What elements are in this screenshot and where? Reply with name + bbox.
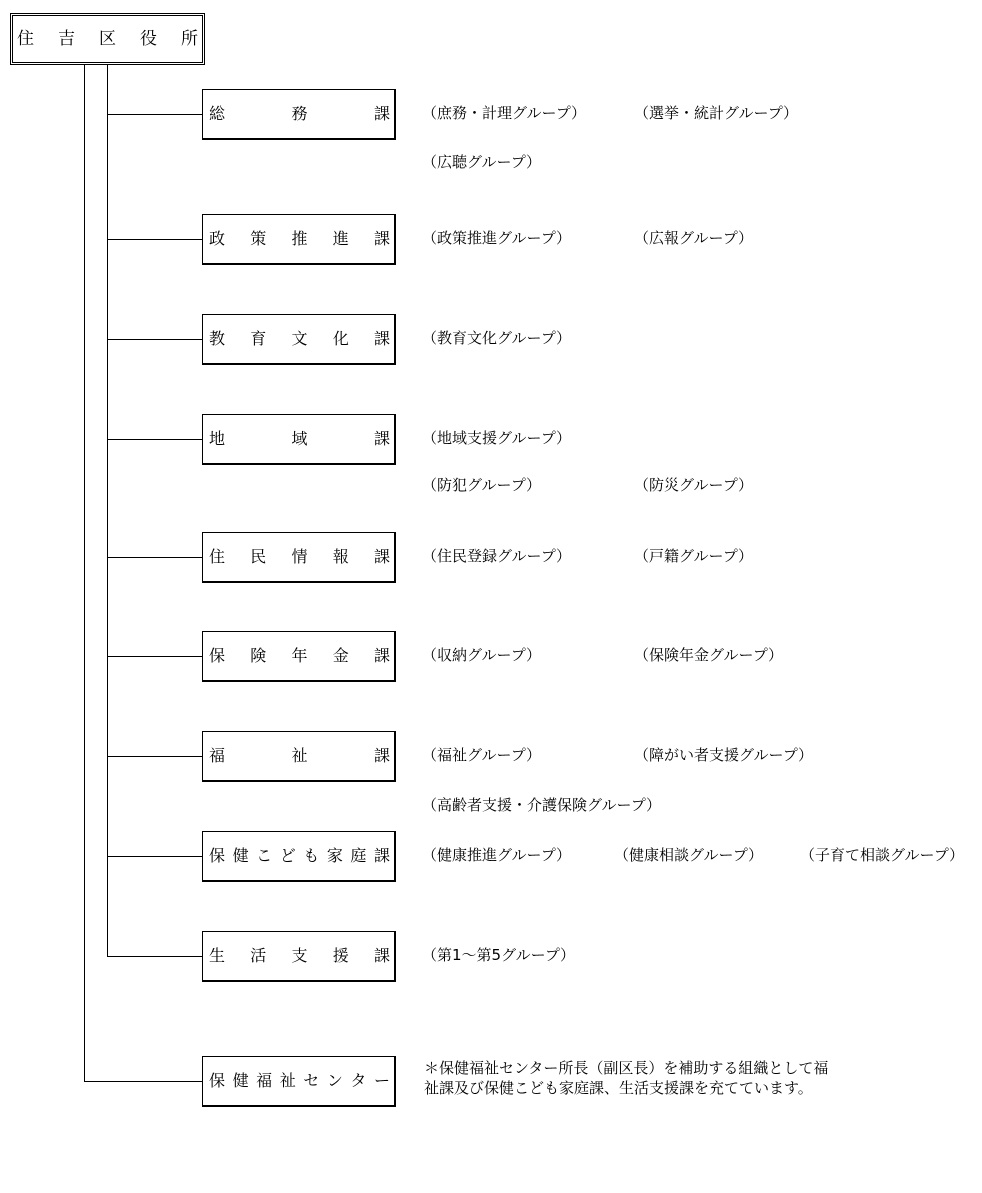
dept-name (209, 549, 390, 565)
dept-char: 推 (291, 229, 308, 248)
dept-char: 政 (209, 229, 226, 248)
dept-char: 課 (373, 646, 390, 665)
branch-line-dept-2 (107, 239, 202, 240)
dept-char: 課 (373, 746, 390, 765)
dept-char: 務 (291, 104, 308, 123)
dept-name (209, 331, 390, 347)
dept-box-general-affairs (202, 89, 396, 140)
dept-char: 教 (209, 329, 226, 348)
dept-char: 保 (209, 846, 226, 865)
dept-char: 課 (373, 329, 390, 348)
dept-char: 生 (209, 946, 226, 965)
dept-box-insurance-pension (202, 631, 396, 682)
group-label: （教育文化グループ） (422, 329, 571, 347)
dept-name (209, 948, 390, 964)
dept-char: 地 (209, 429, 226, 448)
dept-char: 課 (373, 104, 390, 123)
group-label: （健康相談グループ） (614, 846, 763, 864)
group-label: （広報グループ） (634, 229, 753, 247)
dept-char: 保 (209, 646, 226, 665)
dept-box-education-culture (202, 314, 396, 365)
center-char: 福 (256, 1071, 273, 1090)
dept-name (209, 748, 390, 764)
center-box-health-welfare (202, 1056, 396, 1107)
root-char: 住 (17, 28, 34, 49)
dept-char: 文 (291, 329, 308, 348)
dept-name (209, 231, 390, 247)
group-label: （政策推進グループ） (422, 229, 571, 247)
dept-char: も (303, 846, 320, 865)
dept-name (209, 648, 390, 664)
dept-name (209, 848, 390, 864)
dept-char: 援 (332, 946, 349, 965)
dept-char: 祉 (291, 746, 308, 765)
center-name (209, 1073, 390, 1089)
group-label: （防犯グループ） (422, 476, 541, 494)
root-char: 所 (181, 28, 198, 49)
group-label: （選挙・統計グループ） (634, 104, 798, 122)
dept-char: 総 (209, 104, 226, 123)
root-office-box (10, 13, 205, 65)
dept-box-livelihood-support (202, 931, 396, 982)
dept-char: 課 (373, 229, 390, 248)
dept-char: 金 (332, 646, 349, 665)
branch-line-dept-1 (107, 114, 202, 115)
group-label: （健康推進グループ） (422, 846, 571, 864)
root-char: 吉 (58, 28, 75, 49)
branch-line-dept-3 (107, 339, 202, 340)
dept-char: 庭 (350, 846, 367, 865)
dept-char: 進 (332, 229, 349, 248)
dept-char: 課 (373, 946, 390, 965)
center-char: ー (373, 1071, 390, 1090)
dept-char: こ (256, 846, 273, 865)
dept-char: 策 (250, 229, 267, 248)
dept-name (209, 431, 390, 447)
group-label: （保険年金グループ） (634, 646, 783, 664)
dept-box-resident-info (202, 532, 396, 583)
dept-char: 家 (326, 846, 343, 865)
group-label: （福祉グループ） (422, 746, 541, 764)
dept-char: 険 (250, 646, 267, 665)
dept-box-community (202, 414, 396, 465)
root-char: 区 (99, 28, 116, 49)
group-label: （第1～第5グループ） (422, 946, 576, 964)
dept-box-health-children-family (202, 831, 396, 882)
branch-line-dept-8 (107, 856, 202, 857)
dept-char: ど (279, 846, 296, 865)
dept-char: 化 (332, 329, 349, 348)
group-label: （広聴グループ） (422, 153, 541, 171)
dept-char: 活 (250, 946, 267, 965)
group-label: （地域支援グループ） (422, 429, 571, 447)
dept-char: 課 (373, 429, 390, 448)
dept-char: 育 (250, 329, 267, 348)
center-char: 健 (232, 1071, 249, 1090)
group-label: （収納グループ） (422, 646, 541, 664)
dept-char: 住 (209, 547, 226, 566)
dept-name (209, 106, 390, 122)
dept-char: 支 (291, 946, 308, 965)
group-label: （障がい者支援グループ） (634, 746, 813, 764)
center-char: ン (326, 1071, 343, 1090)
dept-char: 年 (291, 646, 308, 665)
dept-box-welfare (202, 731, 396, 782)
dept-box-policy-promotion (202, 214, 396, 265)
trunk-line-center (84, 65, 85, 1081)
group-label: （子育て相談グループ） (800, 846, 964, 864)
branch-line-dept-4 (107, 439, 202, 440)
dept-char: 福 (209, 746, 226, 765)
dept-char: 課 (373, 547, 390, 566)
group-label: （高齢者支援・介護保険グループ） (422, 796, 661, 814)
branch-line-dept-6 (107, 656, 202, 657)
branch-line-dept-7 (107, 756, 202, 757)
center-char: 保 (209, 1071, 226, 1090)
dept-char: 域 (291, 429, 308, 448)
dept-char: 課 (373, 846, 390, 865)
branch-line-dept-9 (107, 956, 202, 957)
group-label: （住民登録グループ） (422, 547, 571, 565)
center-note: ＊保健福祉センター所長（副区長）を補助する組織として福祉課及び保健こども家庭課、生活支援課を充てています。 (424, 1059, 829, 1097)
dept-char: 健 (232, 846, 249, 865)
trunk-line-departments (107, 65, 108, 956)
group-label: （防災グループ） (634, 476, 753, 494)
center-char: 祉 (279, 1071, 296, 1090)
root-office-title (17, 28, 198, 49)
group-label: （庶務・計理グループ） (422, 104, 586, 122)
root-char: 役 (140, 28, 157, 49)
dept-char: 情 (291, 547, 308, 566)
group-label: （戸籍グループ） (634, 547, 753, 565)
branch-line-dept-5 (107, 557, 202, 558)
center-char: タ (350, 1071, 367, 1090)
center-char: セ (303, 1071, 320, 1090)
dept-char: 報 (332, 547, 349, 566)
branch-line-center (84, 1081, 202, 1082)
dept-char: 民 (250, 547, 267, 566)
